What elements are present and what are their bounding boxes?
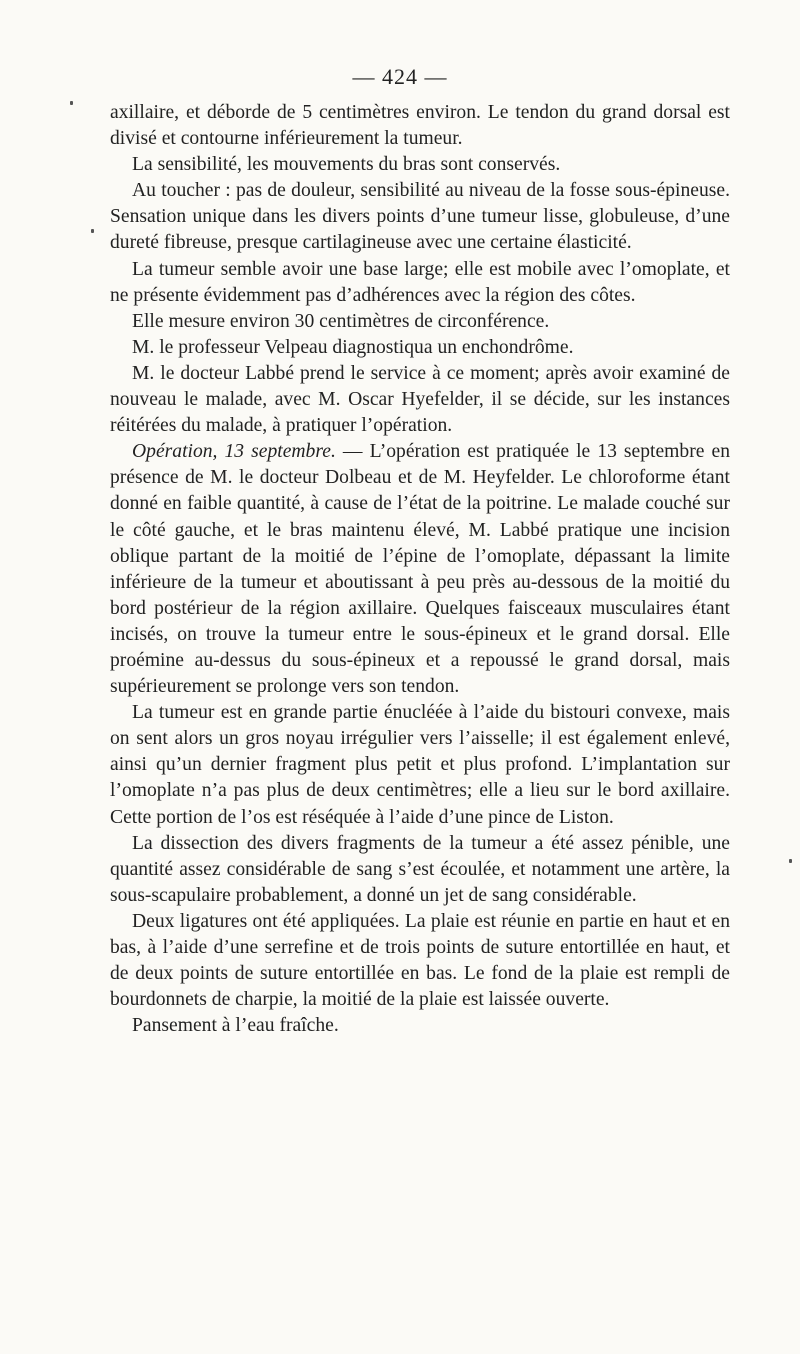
paragraph-continuation: axillaire, et déborde de 5 centimètres environ. Le tendon du grand dorsal est divisé et contourne inférieurement la tumeur. (110, 102, 730, 150)
paragraph-ligatures: Deux ligatures ont été appliquées. La plaie est réunie en partie en haut et en bas, à l’aide d’une serrefine et de trois points de suture entortillée en haut, et de deux points de suture entortillée en bas. Le fond de la plaie est rempli de bourdonnets de charpie, la moitié de la plaie est laissée ouverte. (110, 910, 730, 1011)
margin-ink-mark (789, 859, 792, 863)
operation-heading: Opération, 13 septembre. (132, 441, 336, 463)
paragraph-dressing: Pansement à l’eau fraîche. (132, 1015, 339, 1037)
margin-ink-mark (70, 101, 73, 105)
page-number: — 424 — (352, 64, 448, 89)
operation-description: — L’opération est pratiquée le 13 septembre en présence de M. le docteur Dolbeau et de M. Heyfelder. Le chloroforme étant donné en faible quantité, à cause de l’état de la poitrine. Le malade couché sur le côté gauche, et le bras maintenu élevé, M. Labbé pratique une incision oblique partant de la moitié de l’épine de l’omoplate, dépassant la limite inférieure de la tumeur et aboutissant à peu près au-dessous de la moitié du bord postérieur de la région axillaire. Quelques faisceaux musculaires étant incisés, on trouve la tumeur entre le sous-épineux et le grand dorsal. Elle proémine au-dessus du sous-épineux et a repoussé le grand dorsal, mais supérieurement se prolonge vers son tendon. (110, 441, 730, 698)
paragraph-tumor-base: La tumeur semble avoir une base large; elle est mobile avec l’omoplate, et ne présente évidemment pas d’adhérences avec la région des côtes. (110, 258, 730, 306)
paragraph-labbe-decision: M. le docteur Labbé prend le service à ce moment; après avoir examiné de nouveau le malade, avec M. Oscar Hyefelder, il se décide, sur les instances réitérées du malade, à pratiquer l’opération. (110, 362, 730, 437)
paragraph-palpation: Au toucher : pas de douleur, sensibilité au niveau de la fosse sous-épineuse. Sensation unique dans les divers points d’une tumeur lisse, globuleuse, d’une dureté fibreuse, presque cartilagineuse avec une certaine élasticité. (110, 180, 730, 254)
paragraph-diagnosis: M. le professeur Velpeau diagnostiqua un enchondrôme. (132, 336, 574, 358)
paragraph-sensibility: La sensibilité, les mouvements du bras sont conservés. (132, 154, 561, 176)
margin-ink-mark (91, 229, 94, 233)
body-text (110, 100, 730, 1039)
paragraph-operation (110, 439, 730, 700)
paragraph-enucleation: La tumeur est en grande partie énucléée à l’aide du bistouri convexe, mais on sent alors un gros noyau irrégulier vers l’aisselle; il est également enlevé, ainsi qu’un dernier fragment plus petit et plus profond. L’implantation sur l’omoplate n’a pas plus de deux centimètres; elle a lieu sur le bord axillaire. Cette portion de l’os est réséquée à l’aide d’une pince de Liston. (110, 702, 730, 828)
paragraph-measurement: Elle mesure environ 30 centimètres de circonférence. (132, 310, 550, 332)
paragraph-dissection: La dissection des divers fragments de la tumeur a été assez pénible, une quantité assez considérable de sang s’est écoulée, et notamment une artère, la sous-scapulaire probablement, a donné un jet de sang considérable. (110, 832, 730, 906)
